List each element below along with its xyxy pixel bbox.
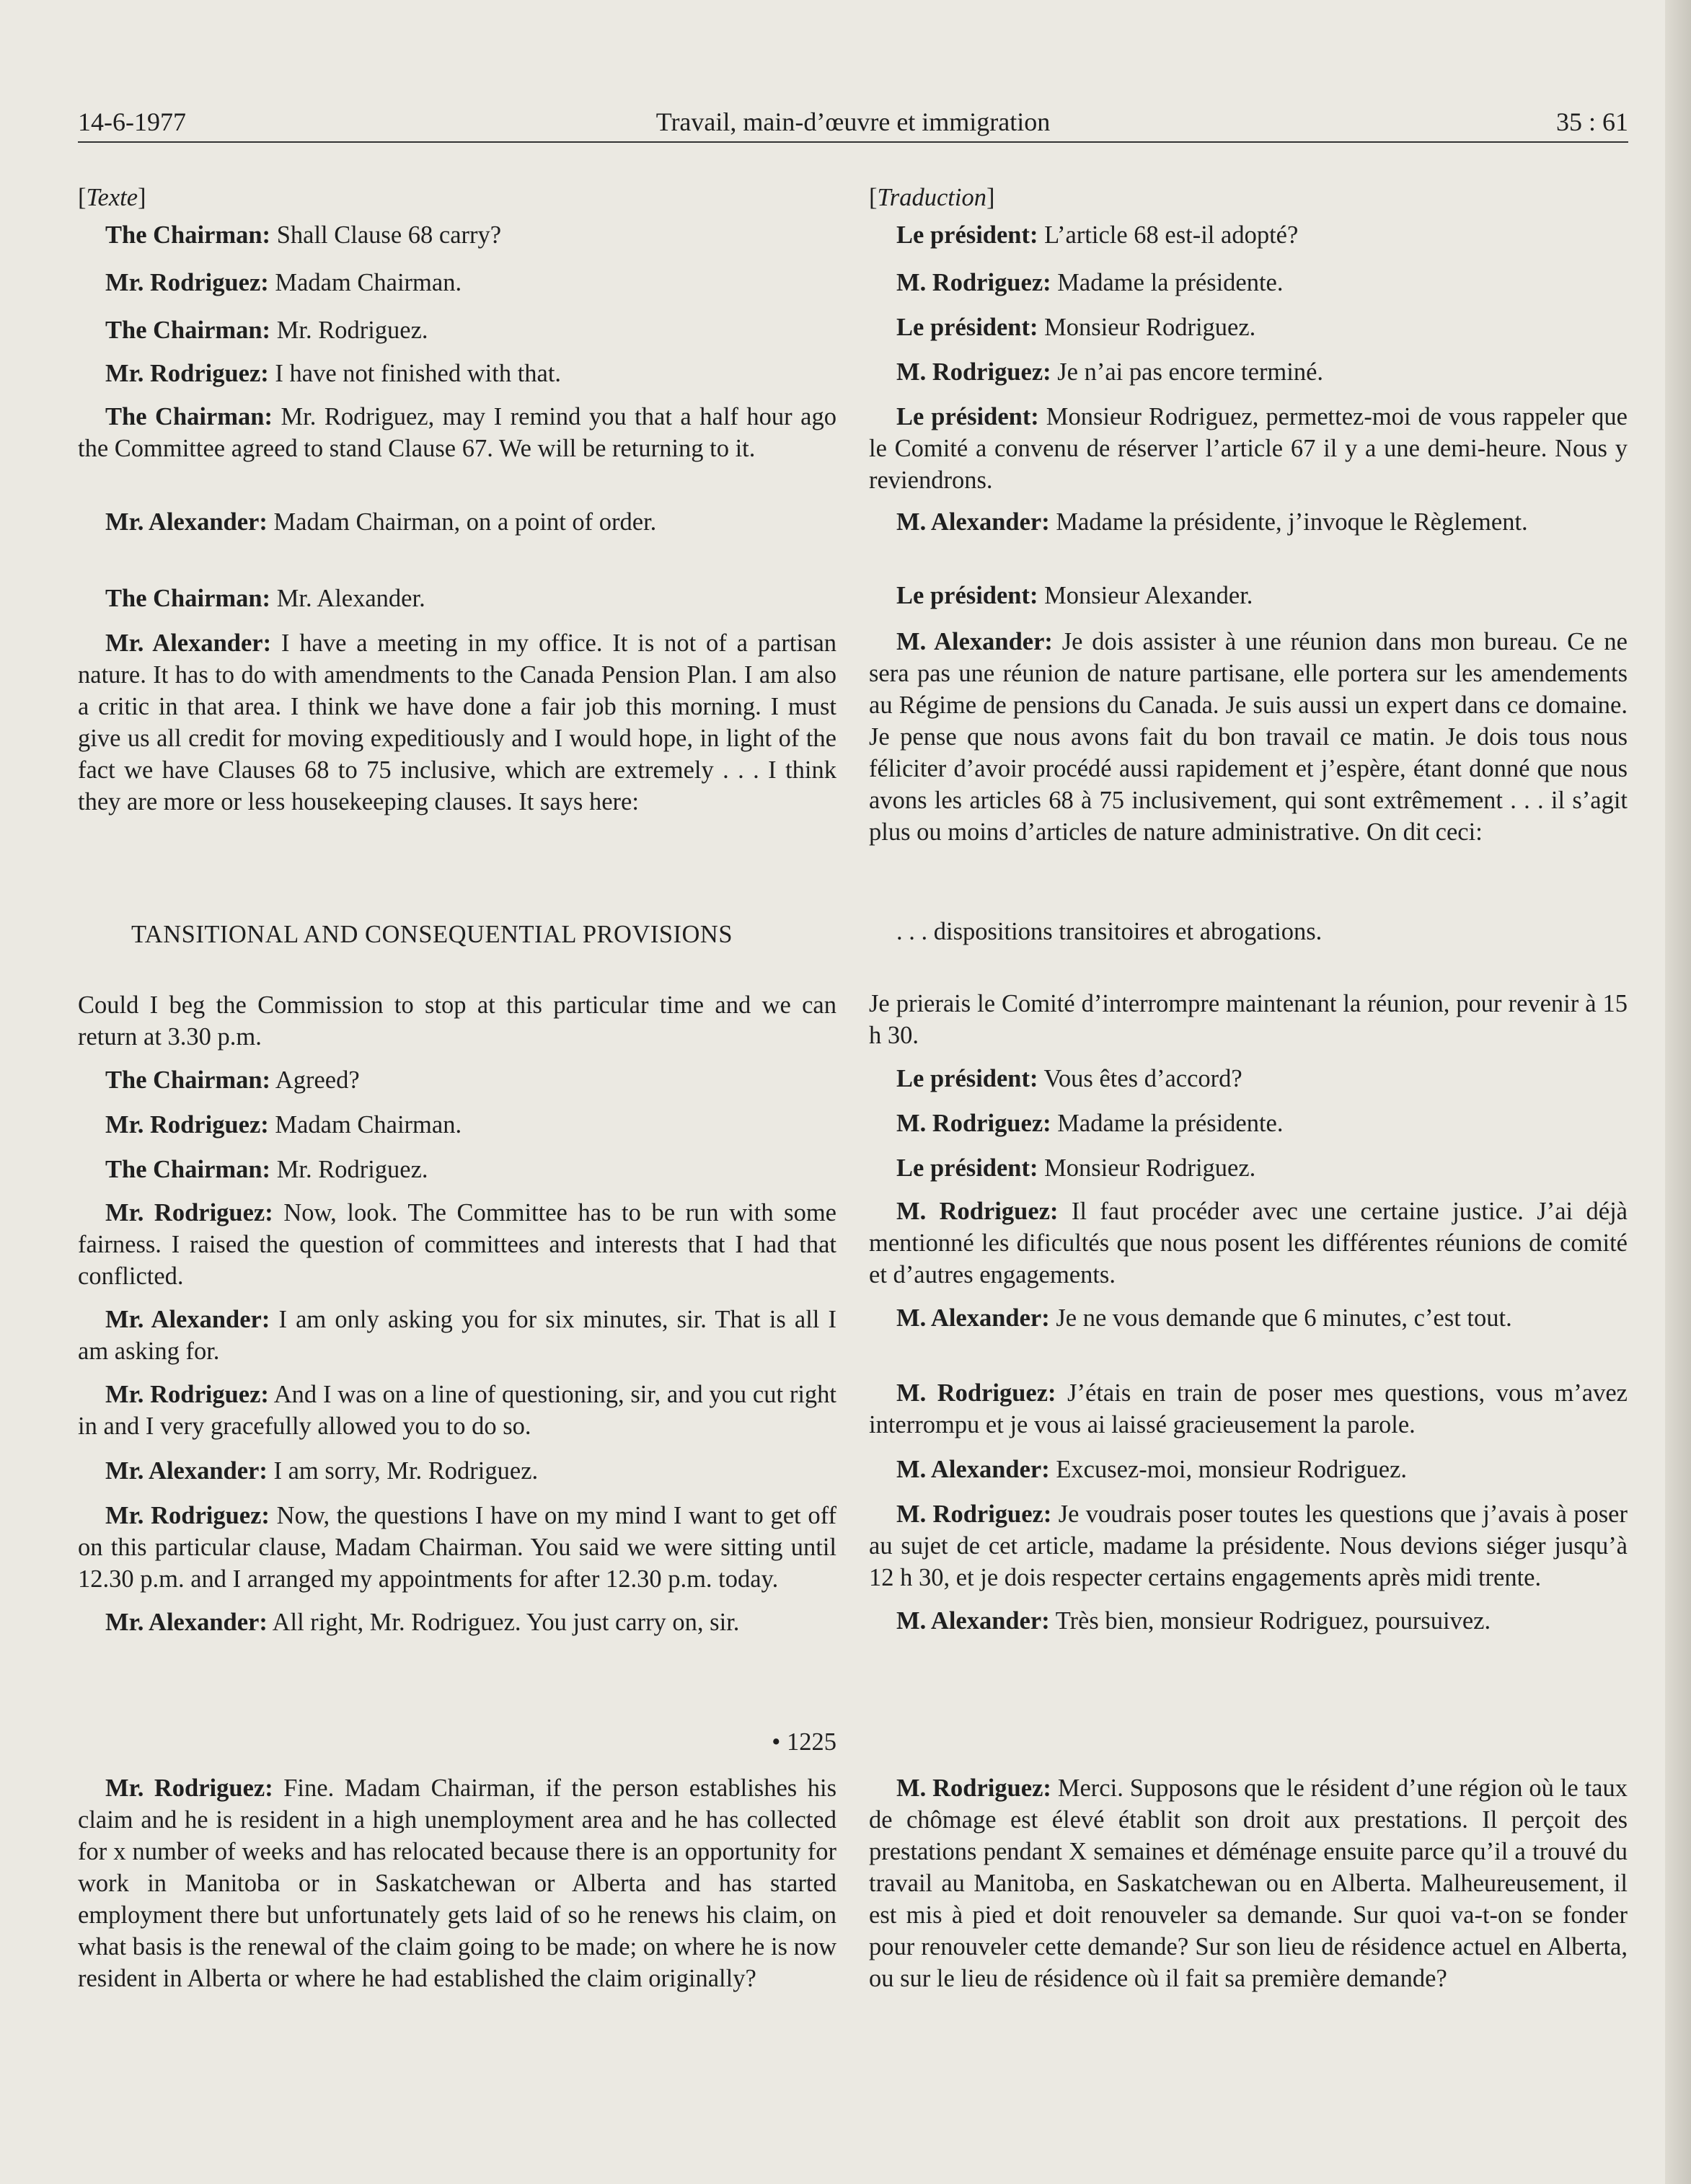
paragraph: M. Rodriguez: J’étais en train de poser mes questions, vous m’avez interrompu et je vous ai laissé gracieusement la parole. [869,1379,1628,1438]
paragraph: M. Rodriguez: Madame la présidente. [896,1110,1284,1137]
paragraph: M. Alexander: Je ne vous demande que 6 minutes, c’est tout. [896,1304,1512,1332]
paragraph: Mr. Rodriguez: Now, look. The Committee has to be run with some fairness. I raised the question of committees and interests that I had that conflicted. [78,1199,836,1290]
paragraph: M. Alexander: Madame la présidente, j’invoque le Règlement. [896,508,1528,536]
paragraph: Mr. Alexander: I am sorry, Mr. Rodriguez. [105,1457,539,1485]
paragraph: Je prierais le Comité d’interrompre maintenant la réunion, pour revenir à 15 h 30. [869,990,1628,1049]
paragraph: Mr. Rodriguez: Fine. Madam Chairman, if the person establishes his claim and he is resident in a high unemployment area and he has collected for x number of weeks and has relocated because there is an opportunity for work in Manitoba or in Saskatchewan or Alberta and has started employment there but unfortunately gets laid of so he renews his claim, on what basis is the renewal of the claim going to be made; on where he is now resident in Alberta or where he had established the claim originally? [78,1774,836,1992]
paragraph: M. Alexander: Je dois assister à une réunion dans mon bureau. Ce ne sera pas une réunion de nature partisane, elle portera sur les amendements au Régime de pensions du Canada. Je suis aussi un expert dans ce domaine. Je pense que nous avons fait du bon travail ce matin. Je dois tous nous féliciter d’avoir procédé aussi rapidement et j’espère, étant donné que nous avons les articles 68 à 75 inclusivement, qui sont extrêmement . . . il s’agit plus ou moins d’articles de nature administrative. On dit ceci: [869,628,1628,846]
paragraph: The Chairman: Mr. Alexander. [105,585,425,612]
paragraph: Mr. Alexander: I have a meeting in my office. It is not of a partisan nature. It has to do with amendments to the Canada Pension Plan. I am also a critic in that area. I think we have done a fair job this morning. I must give us all credit for moving expeditiously and I would hope, in light of the fact we have Clauses 68 to 75 inclusive, which are extremely . . . I think they are more or less housekeeping clauses. It says here: [78,629,837,815]
page-edge-shadow [1665,0,1691,2184]
paragraph: M. Rodriguez: Je n’ai pas encore terminé. [896,358,1324,386]
paragraph: The Chairman: Mr. Rodriguez, may I remind you that a half hour ago the Committee agreed to stand Clause 67. We will be returning to it. [78,403,836,462]
paragraph: Could I beg the Commission to stop at this particular time and we can return at 3.30 p.m. [78,991,836,1051]
header-rule [78,141,1628,143]
section-marker-texte: [Texte] [78,184,146,211]
paragraph: Le président: Monsieur Rodriguez, permettez-moi de vous rappeler que le Comité a convenu de réserver l’article 67 il y a une demi-heure. Nous y reviendrons. [869,403,1628,494]
paragraph: The Chairman: Mr. Rodriguez. [105,317,428,344]
paragraph: Le président: Vous êtes d’accord? [896,1065,1242,1092]
paragraph: Mr. Alexander: All right, Mr. Rodriguez. You just carry on, sir. [105,1609,740,1636]
header-page-number: 35 : 61 [1555,107,1628,136]
paragraph: M. Rodriguez: Il faut procéder avec une certaine justice. J’ai déjà mentionné les dificultés que nous posent les différentes réunions de comité et d’autres engagements. [869,1198,1628,1288]
paragraph: M. Rodriguez: Madame la présidente. [896,269,1284,296]
quoted-heading: TANSITIONAL AND CONSEQUENTIAL PROVISIONS [131,921,733,948]
page-header [78,102,1628,143]
paragraph: Mr. Rodriguez: Madam Chairman. [105,269,462,296]
paragraph: The Chairman: Shall Clause 68 carry? [105,221,502,249]
paragraph: M. Alexander: Excusez-moi, monsieur Rodriguez. [896,1456,1408,1483]
section-marker-traduction: [Traduction] [869,184,995,211]
paragraph: Mr. Rodriguez: Now, the questions I have on my mind I want to get off on this particular clause, Madam Chairman. You said we were sitting until 12.30 p.m. and I arranged my appointments for after 12.30 p.m. today. [78,1502,836,1593]
paragraph: M. Alexander: Très bien, monsieur Rodriguez, poursuivez. [896,1607,1491,1635]
time-marker: • 1225 [772,1728,836,1756]
paragraph: Le président: L’article 68 est-il adopté? [896,221,1299,249]
paragraph: Le président: Monsieur Rodriguez. [896,1154,1256,1182]
paragraph: Mr. Rodriguez: I have not finished with that. [105,360,562,387]
header-date: 14-6-1977 [78,107,186,136]
header-title: Travail, main-d’œuvre et immigration [655,107,1051,136]
paragraph: The Chairman: Agreed? [105,1066,360,1094]
paragraph: Le président: Monsieur Rodriguez. [896,314,1256,341]
paragraph: Le président: Monsieur Alexander. [896,582,1253,609]
paragraph: The Chairman: Mr. Rodriguez. [105,1156,428,1183]
paragraph: Mr. Alexander: I am only asking you for six minutes, sir. That is all I am asking for. [78,1306,837,1365]
paragraph: M. Rodriguez: Je voudrais poser toutes les questions que j’avais à poser au sujet de cet article, madame la présidente. Nous devions siéger jusqu’à 12 h 30, et je dois respecter certains engagements après midi trente. [869,1500,1628,1591]
quoted-text: . . . dispositions transitoires et abrogations. [896,918,1323,945]
paragraph: Mr. Rodriguez: And I was on a line of questioning, sir, and you cut right in and I very gracefully allowed you to do so. [78,1381,837,1440]
paragraph: Mr. Alexander: Madam Chairman, on a point of order. [105,508,657,536]
paragraph: M. Rodriguez: Merci. Supposons que le résident d’une région où le taux de chômage est élevé établit son droit aux prestations. Il perçoit des prestations pendant X semaines et déménage ensuite parce qu’il a trouvé du travail au Manitoba, en Saskatchewan ou en Alberta. Malheureusement, il est mis à pied et doit renouveler sa demande. Sur quoi va-t-on se fonder pour renouveler cette demande? Sur son lieu de résidence actuel en Alberta, ou sur le lieu de résidence où il fait sa première demande? [869,1774,1628,1992]
paragraph: Mr. Rodriguez: Madam Chairman. [105,1111,462,1139]
